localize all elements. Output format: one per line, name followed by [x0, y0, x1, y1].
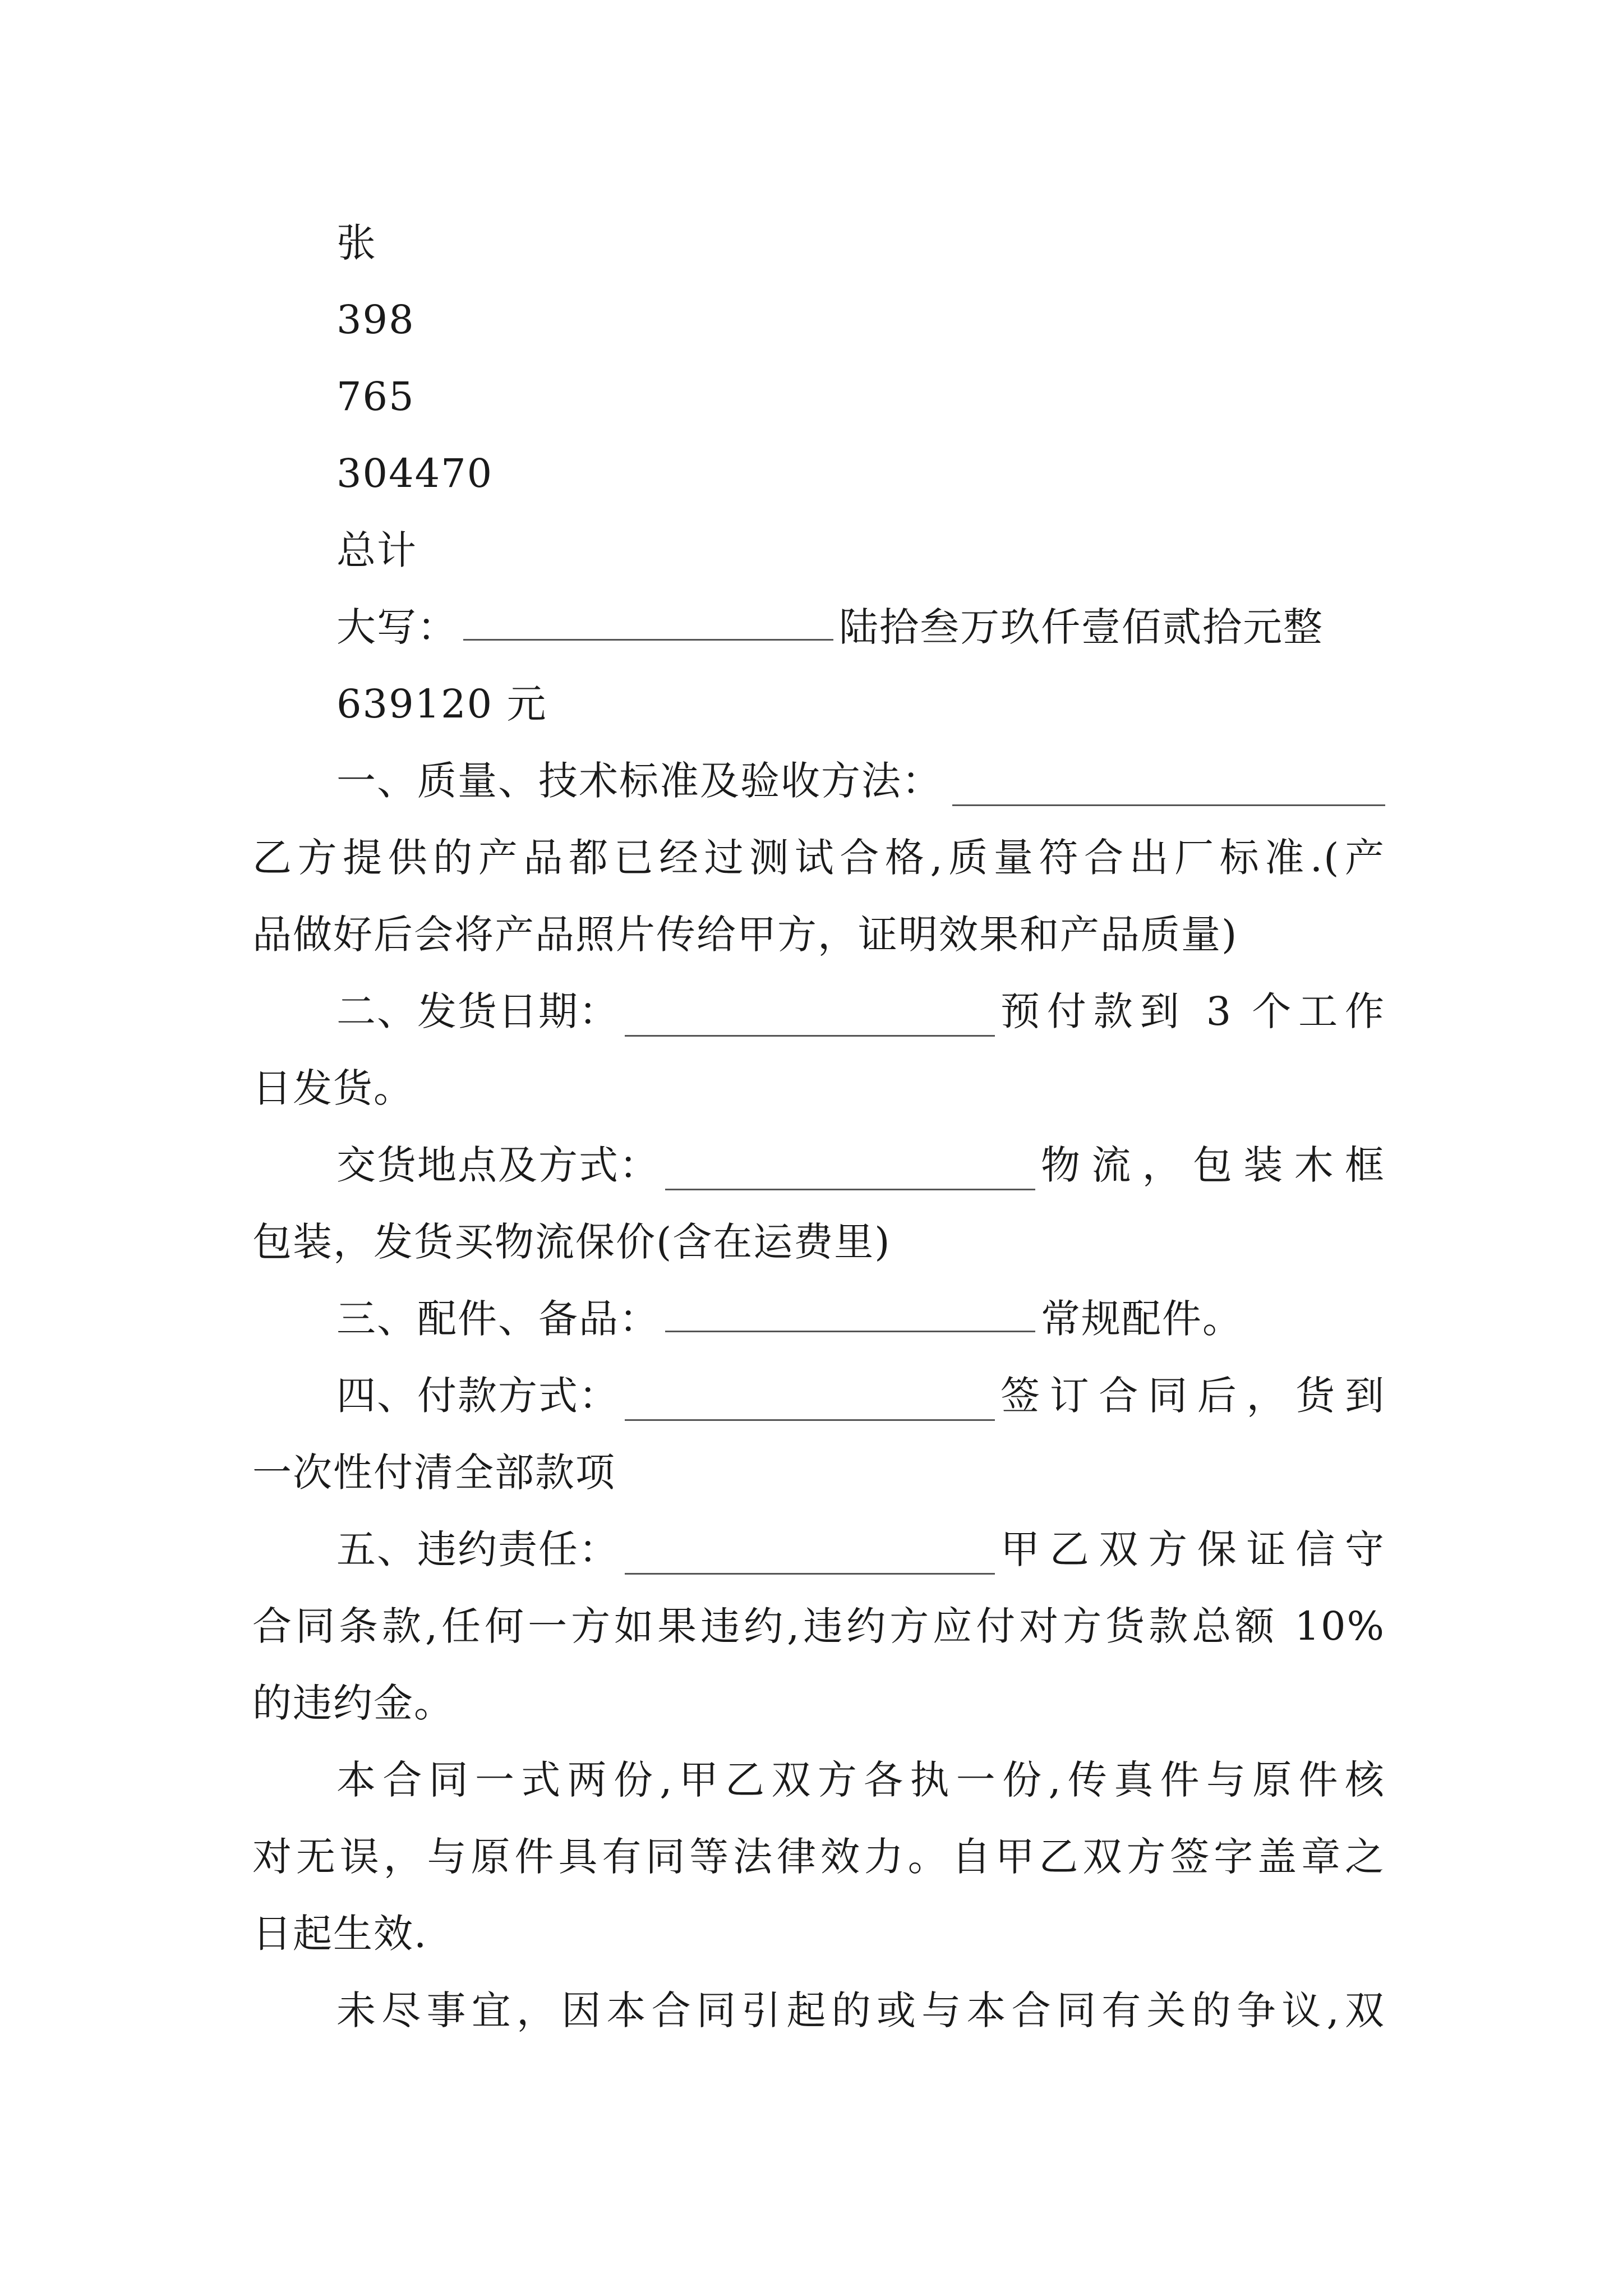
text-line: 一次性付清全部款项	[252, 1450, 616, 1496]
amount-in-words-label: 大写：	[336, 604, 458, 650]
fill-blank	[665, 1154, 1035, 1190]
text-line: 日起生效.	[252, 1911, 428, 1957]
text-line: 的违约金。	[252, 1680, 454, 1726]
section-breach-value: 甲乙双方保证信守	[1000, 1526, 1385, 1572]
amount-numeric: 639120 元	[336, 681, 547, 727]
section-accessories-line	[336, 1294, 1385, 1344]
text-line: 对无误，与原件具有同等法律效力。自甲乙双方签字盖章之	[252, 1834, 1385, 1880]
section-payment-line	[336, 1370, 1385, 1421]
text-line: 乙方提供的产品都已经过测试合格,质量符合出厂标准.(产	[252, 835, 1385, 881]
text-line: 包装，发货买物流保价(含在运费里)	[252, 1219, 891, 1265]
fill-blank	[665, 1296, 1035, 1332]
section-payment-label: 四、付款方式：	[336, 1373, 619, 1419]
fill-blank	[625, 1000, 995, 1037]
amount-in-words-line	[336, 602, 1385, 652]
delivery-place-line	[336, 1140, 1385, 1190]
fill-blank	[625, 1384, 995, 1421]
text-line: 合同条款,任何一方如果违约,违约方应付对方货款总额 10%	[252, 1603, 1385, 1649]
section-delivery-date-value: 预付款到 3 个工作	[1000, 988, 1385, 1034]
section-quality-label: 一、质量、技术标准及验收方法：	[336, 758, 942, 804]
text-line: 本合同一式两份,甲乙双方各执一份,传真件与原件核	[336, 1757, 1385, 1803]
section-breach-line	[336, 1524, 1385, 1575]
amount-in-words-value: 陆拾叁万玖仟壹佰贰拾元整	[839, 604, 1324, 650]
text-line: 304470	[336, 450, 494, 496]
fill-blank	[463, 604, 833, 641]
text-line: 张	[336, 220, 377, 266]
text-line: 765	[336, 374, 415, 420]
section-delivery-date-label: 二、发货日期：	[336, 988, 619, 1034]
delivery-place-label: 交货地点及方式：	[336, 1142, 660, 1188]
text-line: 日发货。	[252, 1065, 414, 1111]
section-accessories-label: 三、配件、备品：	[336, 1296, 660, 1342]
section-accessories-value: 常规配件。	[1041, 1296, 1243, 1342]
text-line: 品做好后会将产品照片传给甲方，证明效果和产品质量)	[252, 912, 1238, 958]
text-line: 未尽事宜，因本合同引起的或与本合同有关的争议,双	[336, 1987, 1385, 2033]
delivery-place-value: 物流，包装木框	[1041, 1142, 1385, 1188]
section-breach-label: 五、违约责任：	[336, 1526, 619, 1572]
section-delivery-date-line	[336, 986, 1385, 1037]
section-quality-line	[336, 756, 1385, 806]
text-line: 总计	[336, 527, 417, 573]
section-payment-value: 签订合同后，货到	[1000, 1373, 1385, 1419]
text-line: 398	[336, 297, 415, 343]
fill-blank	[625, 1538, 995, 1575]
fill-blank	[952, 770, 1385, 806]
